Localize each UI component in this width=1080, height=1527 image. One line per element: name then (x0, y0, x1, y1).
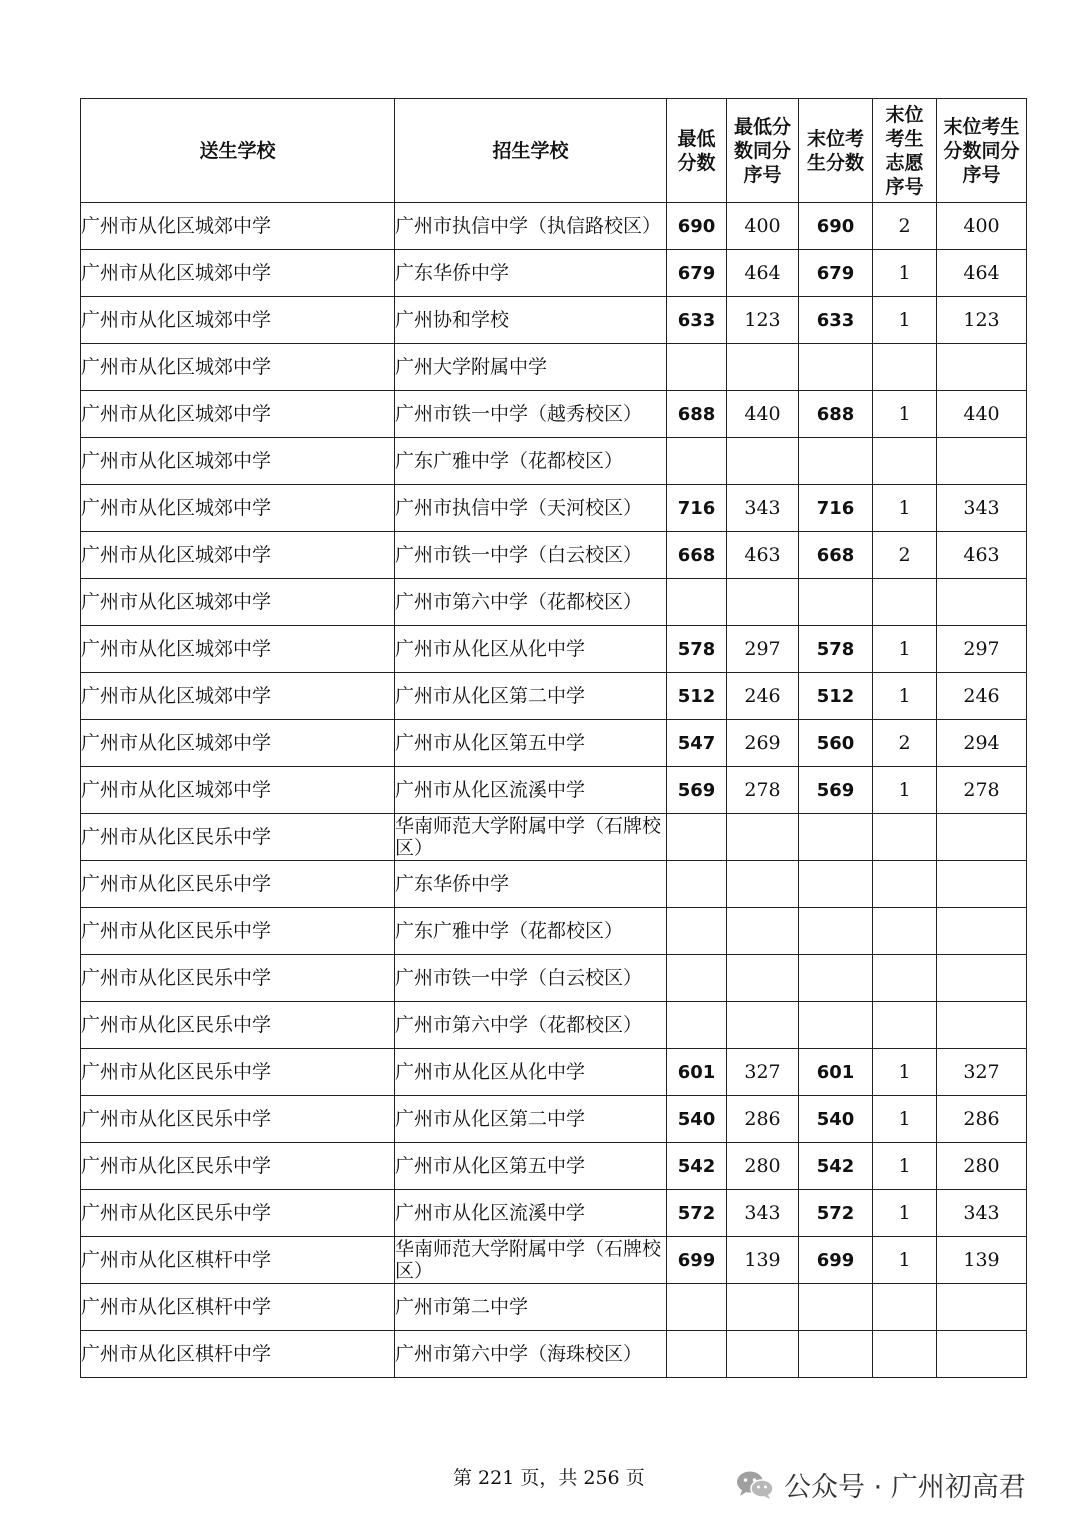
table-row (81, 1331, 1027, 1378)
cell-last-score: 716 (799, 485, 873, 532)
cell-last-wish: 2 (873, 720, 937, 767)
header-min-score: 最低 分数 (667, 99, 727, 203)
table-row (81, 250, 1027, 297)
cell-last-score-rank: 343 (937, 485, 1027, 532)
cell-sender-school: 广州市从化区民乐中学 (81, 955, 395, 1002)
cell-last-wish: 1 (873, 1049, 937, 1096)
cell-admitting-school: 广州大学附属中学 (395, 344, 667, 391)
cell-last-wish: 2 (873, 532, 937, 579)
cell-last-score: 679 (799, 250, 873, 297)
cell-admitting-school: 广州市第六中学（海珠校区） (395, 1331, 667, 1378)
cell-min-score (667, 814, 727, 861)
cell-last-wish (873, 1331, 937, 1378)
cell-admitting-school: 广东华侨中学 (395, 250, 667, 297)
cell-last-score: 699 (799, 1237, 873, 1284)
cell-min-score-rank: 139 (727, 1237, 799, 1284)
cell-last-score-rank: 464 (937, 250, 1027, 297)
cell-last-score (799, 344, 873, 391)
cell-admitting-school: 广州市执信中学（执信路校区） (395, 203, 667, 250)
cell-last-score-rank: 343 (937, 1190, 1027, 1237)
cell-last-score (799, 955, 873, 1002)
cell-last-score-rank (937, 1331, 1027, 1378)
table-row (81, 1143, 1027, 1190)
header-row (81, 99, 1027, 203)
cell-min-score (667, 579, 727, 626)
cell-last-score: 688 (799, 391, 873, 438)
table-row (81, 1096, 1027, 1143)
cell-last-wish (873, 579, 937, 626)
cell-sender-school: 广州市从化区城郊中学 (81, 626, 395, 673)
cell-last-score-rank (937, 579, 1027, 626)
cell-min-score: 679 (667, 250, 727, 297)
cell-min-score-rank: 123 (727, 297, 799, 344)
cell-min-score (667, 344, 727, 391)
table-row (81, 532, 1027, 579)
table-row (81, 861, 1027, 908)
cell-last-score-rank (937, 1002, 1027, 1049)
cell-last-score-rank (937, 344, 1027, 391)
cell-min-score-rank (727, 814, 799, 861)
table-row (81, 485, 1027, 532)
cell-admitting-school: 广州市第六中学（花都校区） (395, 1002, 667, 1049)
table-row (81, 720, 1027, 767)
cell-admitting-school: 华南师范大学附属中学（石牌校区） (395, 1237, 667, 1284)
cell-last-wish: 2 (873, 203, 937, 250)
table-row (81, 1237, 1027, 1284)
cell-sender-school: 广州市从化区城郊中学 (81, 391, 395, 438)
cell-min-score-rank: 280 (727, 1143, 799, 1190)
cell-last-score-rank: 400 (937, 203, 1027, 250)
cell-min-score (667, 861, 727, 908)
cell-last-score: 572 (799, 1190, 873, 1237)
cell-last-score: 569 (799, 767, 873, 814)
cell-last-score: 560 (799, 720, 873, 767)
cell-sender-school: 广州市从化区城郊中学 (81, 485, 395, 532)
cell-min-score-rank: 297 (727, 626, 799, 673)
admission-table (80, 98, 1027, 1378)
cell-min-score-rank: 440 (727, 391, 799, 438)
cell-last-score-rank: 327 (937, 1049, 1027, 1096)
cell-sender-school: 广州市从化区棋杆中学 (81, 1331, 395, 1378)
cell-last-wish: 1 (873, 1190, 937, 1237)
cell-min-score-rank (727, 438, 799, 485)
table-row (81, 1002, 1027, 1049)
cell-min-score: 547 (667, 720, 727, 767)
header-min-score-rank: 最低分 数同分 序号 (727, 99, 799, 203)
cell-admitting-school: 广东广雅中学（花都校区） (395, 908, 667, 955)
cell-min-score-rank: 400 (727, 203, 799, 250)
cell-last-wish (873, 861, 937, 908)
cell-min-score-rank (727, 1331, 799, 1378)
table-row (81, 297, 1027, 344)
cell-min-score (667, 908, 727, 955)
cell-min-score-rank: 278 (727, 767, 799, 814)
cell-last-score: 542 (799, 1143, 873, 1190)
cell-min-score: 542 (667, 1143, 727, 1190)
cell-sender-school: 广州市从化区民乐中学 (81, 1190, 395, 1237)
cell-min-score-rank: 327 (727, 1049, 799, 1096)
cell-last-wish: 1 (873, 1143, 937, 1190)
cell-sender-school: 广州市从化区棋杆中学 (81, 1237, 395, 1284)
cell-min-score-rank: 343 (727, 1190, 799, 1237)
cell-min-score: 633 (667, 297, 727, 344)
cell-admitting-school: 华南师范大学附属中学（石牌校区） (395, 814, 667, 861)
cell-last-wish (873, 344, 937, 391)
cell-min-score: 540 (667, 1096, 727, 1143)
cell-last-wish (873, 814, 937, 861)
cell-last-wish: 1 (873, 1096, 937, 1143)
cell-sender-school: 广州市从化区城郊中学 (81, 203, 395, 250)
cell-admitting-school: 广州市从化区第五中学 (395, 720, 667, 767)
cell-last-score-rank: 139 (937, 1237, 1027, 1284)
table-row (81, 203, 1027, 250)
cell-admitting-school: 广州协和学校 (395, 297, 667, 344)
cell-min-score-rank: 269 (727, 720, 799, 767)
cell-min-score-rank: 286 (727, 1096, 799, 1143)
cell-sender-school: 广州市从化区城郊中学 (81, 297, 395, 344)
cell-last-score-rank (937, 908, 1027, 955)
cell-min-score-rank: 246 (727, 673, 799, 720)
cell-min-score-rank (727, 1284, 799, 1331)
header-last-score: 末位考 生分数 (799, 99, 873, 203)
cell-admitting-school: 广州市铁一中学（白云校区） (395, 955, 667, 1002)
cell-last-wish (873, 438, 937, 485)
table-row (81, 1190, 1027, 1237)
table-row (81, 767, 1027, 814)
cell-sender-school: 广州市从化区民乐中学 (81, 861, 395, 908)
cell-last-score-rank: 246 (937, 673, 1027, 720)
table-row (81, 344, 1027, 391)
cell-last-score-rank (937, 814, 1027, 861)
cell-sender-school: 广州市从化区城郊中学 (81, 767, 395, 814)
cell-sender-school: 广州市从化区棋杆中学 (81, 1284, 395, 1331)
cell-admitting-school: 广州市第二中学 (395, 1284, 667, 1331)
cell-last-score-rank: 278 (937, 767, 1027, 814)
cell-sender-school: 广州市从化区城郊中学 (81, 532, 395, 579)
cell-admitting-school: 广州市从化区从化中学 (395, 1049, 667, 1096)
cell-last-wish (873, 1284, 937, 1331)
cell-min-score (667, 1331, 727, 1378)
watermark (736, 1465, 1026, 1504)
cell-min-score-rank (727, 955, 799, 1002)
table-body (81, 203, 1027, 1378)
cell-last-score (799, 908, 873, 955)
table-row (81, 626, 1027, 673)
cell-last-score-rank: 440 (937, 391, 1027, 438)
cell-last-score: 601 (799, 1049, 873, 1096)
cell-min-score: 690 (667, 203, 727, 250)
cell-min-score (667, 1002, 727, 1049)
cell-last-score (799, 438, 873, 485)
cell-last-score-rank: 297 (937, 626, 1027, 673)
cell-admitting-school: 广州市执信中学（天河校区） (395, 485, 667, 532)
cell-admitting-school: 广州市从化区流溪中学 (395, 767, 667, 814)
cell-min-score: 716 (667, 485, 727, 532)
cell-last-score: 578 (799, 626, 873, 673)
table-row (81, 579, 1027, 626)
table-row (81, 1284, 1027, 1331)
table-row (81, 438, 1027, 485)
cell-last-score (799, 1331, 873, 1378)
cell-admitting-school: 广东华侨中学 (395, 861, 667, 908)
cell-min-score-rank (727, 344, 799, 391)
cell-sender-school: 广州市从化区民乐中学 (81, 1096, 395, 1143)
table-row (81, 673, 1027, 720)
cell-sender-school: 广州市从化区民乐中学 (81, 814, 395, 861)
cell-last-wish (873, 908, 937, 955)
cell-min-score: 569 (667, 767, 727, 814)
cell-last-score: 690 (799, 203, 873, 250)
cell-min-score-rank (727, 908, 799, 955)
cell-sender-school: 广州市从化区城郊中学 (81, 673, 395, 720)
cell-last-wish: 1 (873, 297, 937, 344)
cell-last-wish: 1 (873, 250, 937, 297)
cell-last-score (799, 814, 873, 861)
cell-last-score: 512 (799, 673, 873, 720)
cell-last-score: 540 (799, 1096, 873, 1143)
cell-admitting-school: 广州市从化区第二中学 (395, 1096, 667, 1143)
cell-min-score: 668 (667, 532, 727, 579)
cell-min-score (667, 955, 727, 1002)
cell-sender-school: 广州市从化区民乐中学 (81, 908, 395, 955)
table-row (81, 814, 1027, 861)
cell-admitting-school: 广州市从化区流溪中学 (395, 1190, 667, 1237)
header-admitting-school: 招生学校 (395, 99, 667, 203)
cell-last-score-rank (937, 861, 1027, 908)
cell-min-score: 688 (667, 391, 727, 438)
cell-min-score (667, 438, 727, 485)
cell-sender-school: 广州市从化区民乐中学 (81, 1002, 395, 1049)
header-last-wish: 末位 考生 志愿 序号 (873, 99, 937, 203)
table-row (81, 1049, 1027, 1096)
cell-admitting-school: 广州市从化区第二中学 (395, 673, 667, 720)
cell-min-score: 512 (667, 673, 727, 720)
cell-sender-school: 广州市从化区城郊中学 (81, 438, 395, 485)
cell-last-score-rank: 294 (937, 720, 1027, 767)
cell-admitting-school: 广州市从化区第五中学 (395, 1143, 667, 1190)
cell-last-score (799, 861, 873, 908)
cell-last-wish: 1 (873, 485, 937, 532)
cell-min-score: 601 (667, 1049, 727, 1096)
cell-admitting-school: 广州市铁一中学（越秀校区） (395, 391, 667, 438)
cell-last-wish: 1 (873, 673, 937, 720)
watermark-text: 公众号 · 广州初高君 (784, 1472, 1026, 1503)
cell-admitting-school: 广州市从化区从化中学 (395, 626, 667, 673)
cell-admitting-school: 广州市铁一中学（白云校区） (395, 532, 667, 579)
cell-sender-school: 广州市从化区城郊中学 (81, 579, 395, 626)
cell-sender-school: 广州市从化区城郊中学 (81, 720, 395, 767)
cell-last-score (799, 1002, 873, 1049)
wechat-icon (736, 1470, 774, 1500)
page-number: 第 221 页，共 256 页 (453, 1467, 645, 1489)
cell-last-score-rank (937, 955, 1027, 1002)
table-row (81, 908, 1027, 955)
cell-min-score-rank: 463 (727, 532, 799, 579)
cell-last-score (799, 579, 873, 626)
cell-sender-school: 广州市从化区城郊中学 (81, 250, 395, 297)
cell-last-score-rank: 123 (937, 297, 1027, 344)
cell-min-score-rank: 464 (727, 250, 799, 297)
cell-min-score-rank: 343 (727, 485, 799, 532)
cell-last-score-rank (937, 1284, 1027, 1331)
cell-last-wish: 1 (873, 767, 937, 814)
cell-sender-school: 广州市从化区民乐中学 (81, 1049, 395, 1096)
cell-min-score (667, 1284, 727, 1331)
cell-last-score: 668 (799, 532, 873, 579)
cell-admitting-school: 广东广雅中学（花都校区） (395, 438, 667, 485)
cell-last-score-rank (937, 438, 1027, 485)
cell-last-score (799, 1284, 873, 1331)
cell-min-score: 578 (667, 626, 727, 673)
cell-last-wish: 1 (873, 391, 937, 438)
cell-sender-school: 广州市从化区民乐中学 (81, 1143, 395, 1190)
cell-min-score-rank (727, 861, 799, 908)
cell-last-score-rank: 463 (937, 532, 1027, 579)
cell-min-score: 699 (667, 1237, 727, 1284)
cell-last-score-rank: 286 (937, 1096, 1027, 1143)
table-row (81, 391, 1027, 438)
cell-min-score-rank (727, 1002, 799, 1049)
cell-last-wish: 1 (873, 626, 937, 673)
cell-last-score: 633 (799, 297, 873, 344)
header-sender-school: 送生学校 (81, 99, 395, 203)
table-row (81, 955, 1027, 1002)
cell-admitting-school: 广州市第六中学（花都校区） (395, 579, 667, 626)
header-last-score-rank: 末位考生 分数同分 序号 (937, 99, 1027, 203)
cell-last-wish (873, 1002, 937, 1049)
cell-last-score-rank: 280 (937, 1143, 1027, 1190)
cell-min-score-rank (727, 579, 799, 626)
cell-min-score: 572 (667, 1190, 727, 1237)
cell-last-wish (873, 955, 937, 1002)
cell-sender-school: 广州市从化区城郊中学 (81, 344, 395, 391)
cell-last-wish: 1 (873, 1237, 937, 1284)
